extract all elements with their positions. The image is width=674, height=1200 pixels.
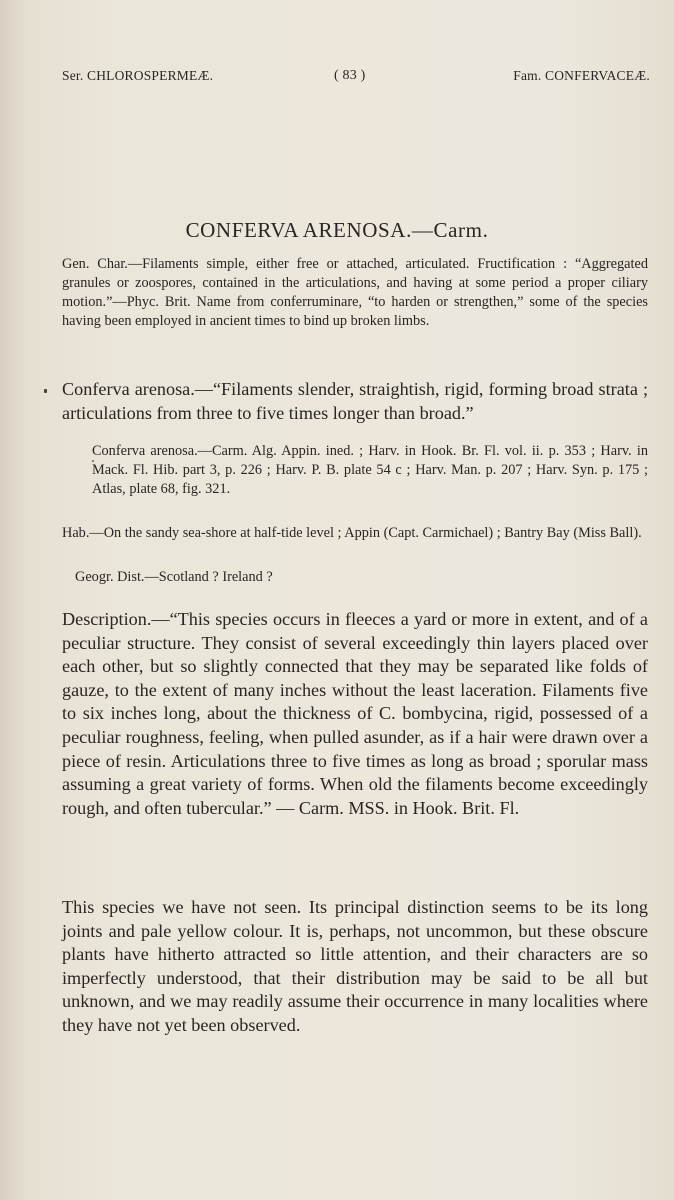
- running-head-right: Fam. CONFERVACEÆ.: [513, 68, 650, 83]
- species-diagnosis: Conferva arenosa.—“Filaments slender, straightish, rigid, forming broad strata ; articulations from three to five times longer than broad.”: [62, 379, 648, 423]
- ink-mark: [44, 389, 47, 393]
- page-number: ( 83 ): [334, 68, 366, 83]
- habitat: Hab.—On the sandy sea-shore at half-tide level ; Appin (Capt. Carmichael) ; Bantry Bay (Miss Ball).: [62, 525, 642, 541]
- running-head: [62, 68, 650, 88]
- geographical-distribution: Geogr. Dist.—Scotland ? Ireland ?: [75, 569, 273, 585]
- synonymy: Conferva arenosa.—Carm. Alg. Appin. ined. ; Harv. in Hook. Br. Fl. vol. ii. p. 353 ; Harv. in Mack. Fl. Hib. part 3, p. 226 ; Harv. P. B. plate 54 c ; Harv. Man. p. 207 ; Harv. Syn. p. 175 ; Atlas, plate 68, fig. 321.: [92, 443, 648, 497]
- remarks: This species we have not seen. Its principal distinction seems to be its long joints and pale yellow colour. It is, perhaps, not uncommon, but these obscure plants have hitherto attracted so little attention, and their characters are so imperfectly understood, that their distribution may be said to be all but unknown, and we may readily assume their occurrence in many localities where they have not yet been observed.: [62, 897, 648, 1035]
- generic-character: Gen. Char.—Filaments simple, either free or attached, articulated. Fructification : “Aggregated granules or zoospores, contained in the articulations, and having at some period a proper ciliary motion.”—Phyc. Brit. Name from conferruminare, “to harden or strengthen,” some of the species having been employed in ancient times to bind up broken limbs.: [62, 256, 648, 329]
- species-title: CONFERVA ARENOSA.—Carm.: [185, 218, 489, 242]
- running-head-left: Ser. CHLOROSPERMEÆ.: [62, 68, 214, 83]
- description: Description.—“This species occurs in fleeces a yard or more in extent, and of a peculiar structure. They consist of several exceedingly thin layers placed over each other, but so slightly connected that they may be separated like folds of gauze, to the extent of many inches without the least laceration. Filaments five to six inches long, about the thickness of C. bombycina, rigid, possessed of a peculiar roughness, feeling, when pulled asunder, as if a hair were drawn over a piece of resin. Articulations three to five times as long as broad ; sporular mass assuming a great variety of forms. When old the filaments become exceedingly rough, and often tubercular.” — Carm. MSS. in Hook. Brit. Fl.: [62, 609, 648, 818]
